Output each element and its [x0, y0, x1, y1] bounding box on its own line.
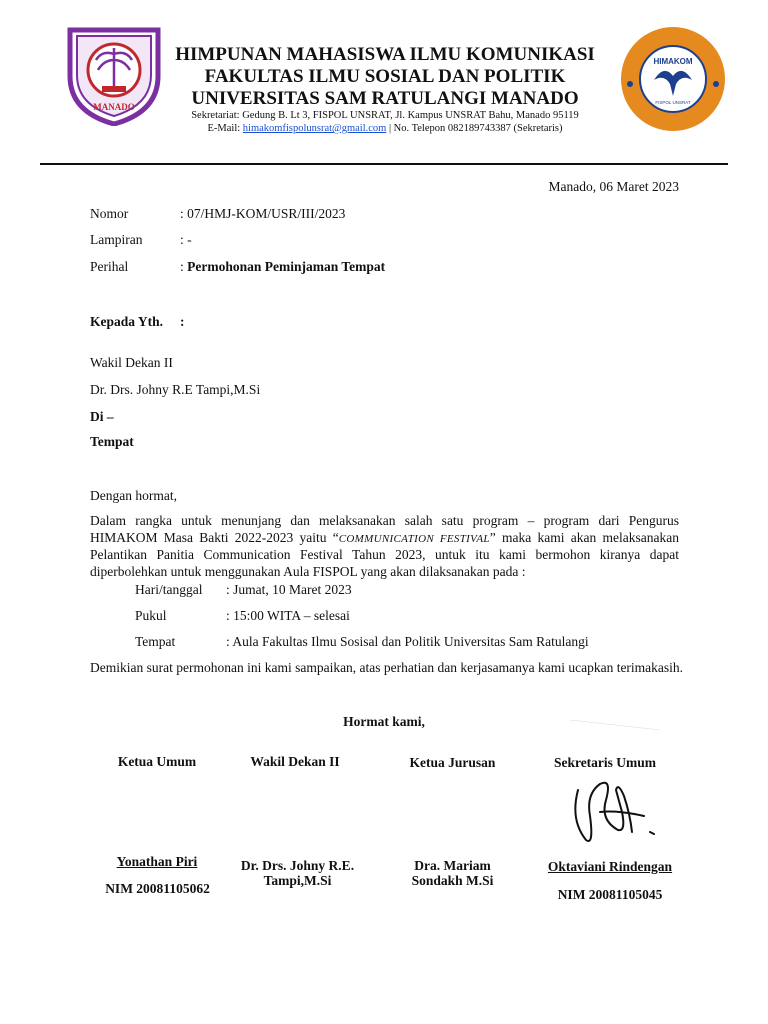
email-link[interactable]: himakomfispolunsrat@gmail.com	[242, 123, 387, 134]
greeting: Dengan hormat,	[90, 488, 177, 503]
sig-role-wakil-dekan: Wakil Dekan II	[250, 754, 340, 769]
org-name: HIMPUNAN MAHASISWA ILMU KOMUNIKASI	[175, 44, 595, 65]
detail-label-date: Hari/tanggal	[135, 582, 203, 597]
detail-value-time: : 15:00 WITA – selesai	[226, 608, 350, 623]
detail-value-date: : Jumat, 10 Maret 2023	[226, 582, 352, 597]
kepada-label: Kepada Yth.	[90, 314, 164, 329]
meta-label-nomor: Nomor	[90, 206, 129, 221]
subject-text: Permohonan Peminjaman Tempat	[187, 259, 386, 274]
meta-label-lampiran: Lampiran	[90, 232, 143, 247]
svg-text:MANADO: MANADO	[93, 102, 135, 112]
meta-value-lampiran: : -	[180, 232, 192, 247]
meta-sep: :	[180, 259, 188, 274]
phone-text: | No. Telepon 082189743387 (Sekretaris)	[388, 123, 563, 134]
letter-date: Manado, 06 Maret 2023	[548, 179, 679, 194]
detail-label-place: Tempat	[135, 634, 176, 649]
body-paragraph	[90, 513, 679, 580]
faculty-name: FAKULTAS ILMU SOSIAL DAN POLITIK	[204, 66, 566, 87]
meta-value-perihal	[180, 258, 385, 275]
address-line: Sekretariat: Gedung B. Lt 3, FISPOL UNSRAT, Jl. Kampus UNSRAT Bahu, Manado 95119	[191, 110, 579, 121]
svg-text:HIMAKOM: HIMAKOM	[653, 57, 693, 66]
sig-role-sekretaris: Sekretaris Umum	[553, 755, 657, 770]
hormat-kami: Hormat kami,	[343, 714, 425, 729]
closing-statement: Demikian surat permohonan ini kami sampaikan, atas perhatian dan kerjasamanya kami ucapkan terimakasih.	[90, 660, 684, 675]
svg-text:FISPOL UNSRAT: FISPOL UNSRAT	[655, 100, 691, 105]
contact-line	[150, 122, 620, 135]
body-paragraph-part2: ” maka kami akan melaksanakan Pelantikan Panitia Communication Festival Tahun 2023, untuk itu kami bermohon kiranya dapat diperbolehkan untuk menggunakan Aula FISPOL yang akan dilaksanakan pada :	[90, 529, 679, 579]
recipient-di: Di –	[90, 409, 114, 424]
recipient-title: Wakil Dekan II	[90, 355, 173, 370]
sig-name-sekretaris: Oktaviani Rindengan	[547, 859, 673, 874]
handwritten-signature	[560, 720, 670, 850]
sig-name-ketua-umum: Yonathan Piri	[116, 854, 198, 869]
body-paragraph-part1: Dalam rangka untuk menunjang dan melaksanakan salah satu program – program dari Pengurus HIMAKOM Masa Bakti 2022-2023 yaitu “	[90, 513, 679, 545]
sig-role-ketua-jurusan: Ketua Jurusan	[409, 755, 496, 770]
meta-label-perihal: Perihal	[90, 259, 129, 274]
kepada-colon: :	[180, 314, 185, 329]
event-name: COMMUNICATION FESTIVAL	[338, 532, 490, 545]
sig-nim-sekretaris: NIM 20081105045	[557, 887, 663, 902]
sig-role-ketua-umum: Ketua Umum	[117, 754, 197, 769]
detail-label-time: Pukul	[135, 608, 167, 623]
header-divider	[40, 163, 728, 165]
sig-name-wakil-dekan-1: Dr. Drs. Johny R.E.	[240, 858, 355, 873]
sig-nim-ketua-umum: NIM 20081105062	[105, 881, 210, 896]
email-label: E-Mail:	[207, 123, 241, 134]
recipient-place: Tempat	[90, 434, 134, 449]
sig-name-ketua-jurusan-1: Dra. Mariam	[414, 858, 491, 873]
himakom-logo	[618, 24, 728, 134]
meta-value-nomor: : 07/HMJ-KOM/USR/III/2023	[180, 206, 346, 221]
recipient-name: Dr. Drs. Johny R.E Tampi,M.Si	[90, 382, 261, 397]
sig-name-wakil-dekan-2: Tampi,M.Si	[263, 873, 332, 888]
detail-value-place: : Aula Fakultas Ilmu Sosisal dan Politik Universitas Sam Ratulangi	[226, 634, 589, 649]
university-name: UNIVERSITAS SAM RATULANGI MANADO	[191, 88, 579, 109]
sig-name-ketua-jurusan-2: Sondakh M.Si	[411, 873, 494, 888]
